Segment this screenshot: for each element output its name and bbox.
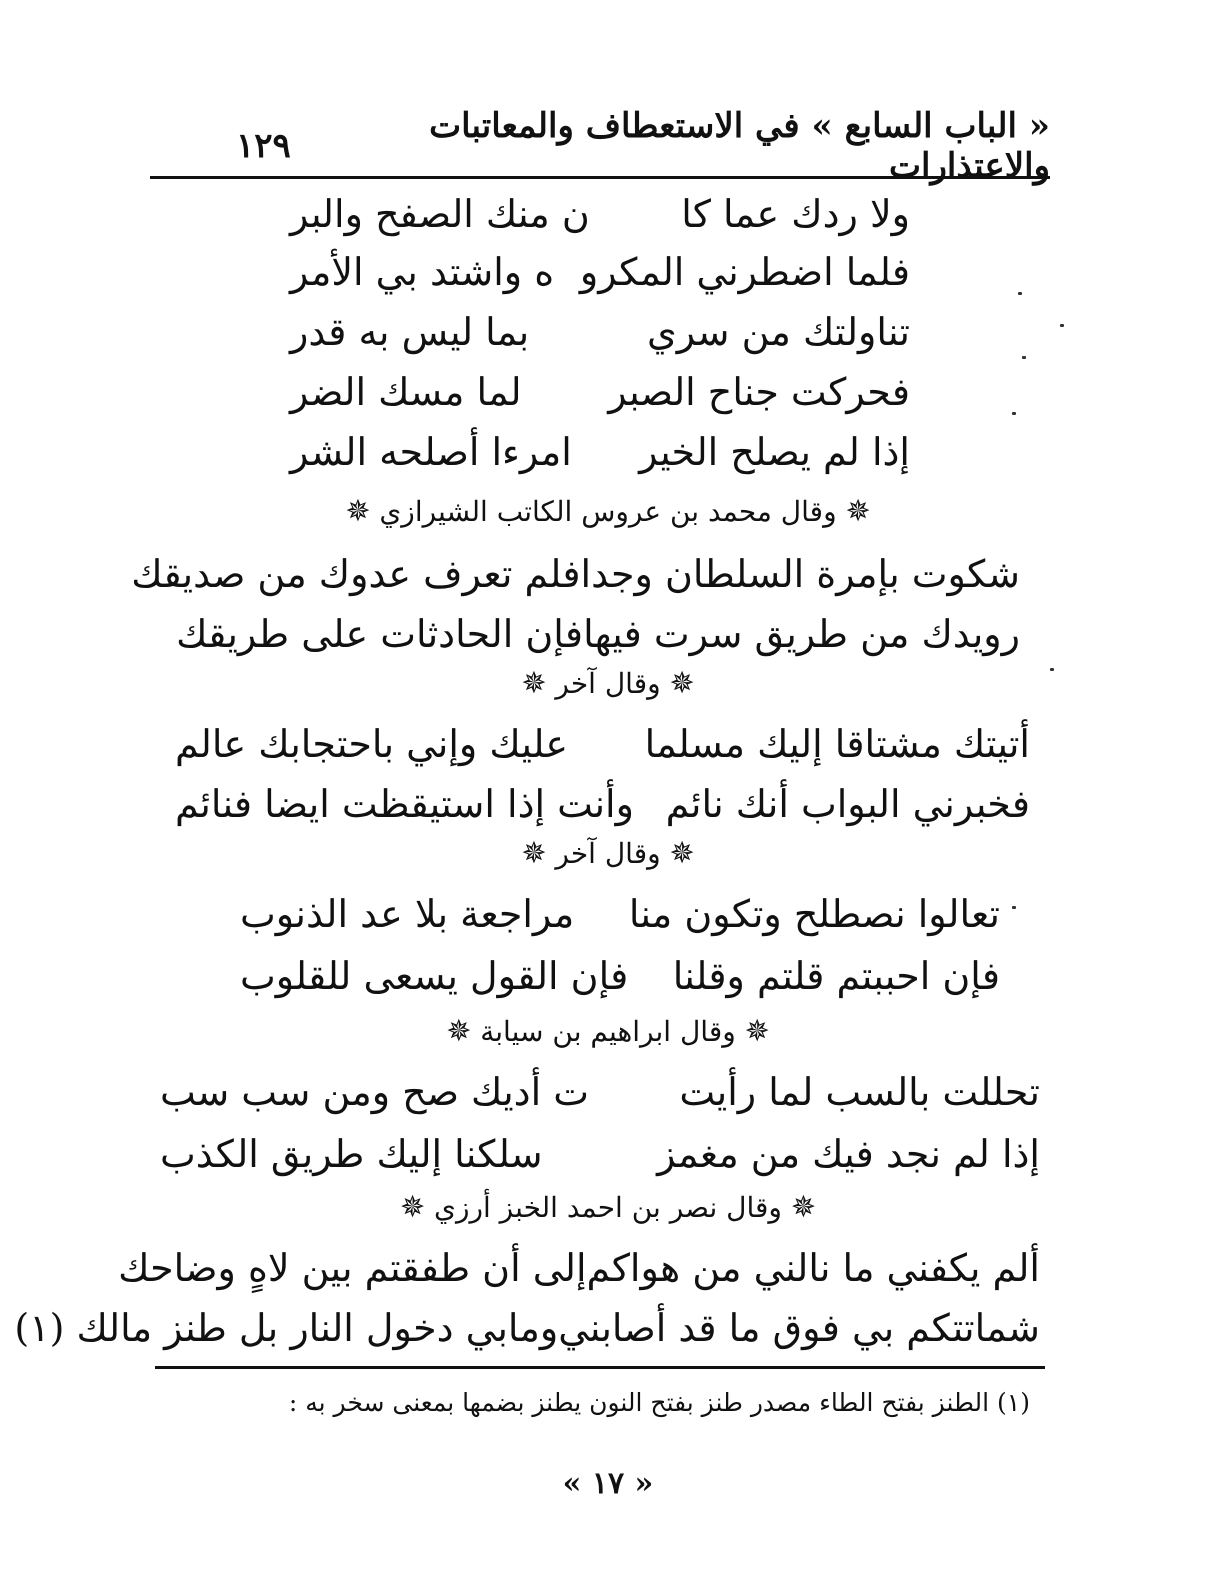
hemistich-second: ت أديك صح ومن سب سب <box>160 1070 589 1114</box>
scan-speck <box>1022 356 1026 359</box>
ornament-icon: ✵ <box>790 1190 816 1225</box>
hemistich-second: إلى أن طفقتم بين لاهٍ وضاحك <box>118 1246 587 1290</box>
ornament-icon: ✵ <box>521 836 547 871</box>
page-number-bottom: « ١٧ » <box>562 1466 654 1501</box>
verse-line <box>240 946 1000 1006</box>
verse-line <box>290 364 910 420</box>
verse-line <box>175 774 1030 834</box>
verse-line <box>175 714 1030 774</box>
scan-speck <box>1060 324 1064 327</box>
scan-speck <box>1050 668 1054 671</box>
verse-line <box>290 304 910 360</box>
hemistich-first: إذا لم يصلح الخير <box>639 430 910 474</box>
verse-line <box>290 244 910 300</box>
verse-line <box>290 424 910 480</box>
ornament-icon: ✵ <box>399 1190 426 1225</box>
ornament-icon: ✵ <box>521 666 547 701</box>
hemistich-first: تحللت بالسب لما رأيت <box>679 1070 1040 1114</box>
page-number-top: ١٢٩ <box>236 126 291 166</box>
poem-heading <box>0 836 1216 871</box>
hemistich-first: فخبرني البواب أنك نائم <box>665 782 1030 826</box>
verse-line <box>131 544 1020 604</box>
ornament-icon: ✵ <box>744 1014 770 1049</box>
running-header <box>150 106 1050 186</box>
hemistich-second: فإن الحادثات على طريقك <box>176 612 584 656</box>
verse-line <box>290 186 910 242</box>
hemistich-second: وأنت إذا استيقظت ايضا فنائم <box>175 782 634 826</box>
verse-line <box>160 1062 1040 1122</box>
hemistich-first: إذا لم نجد فيك من مغمز <box>657 1132 1040 1176</box>
footnote: (١) الطنز بفتح الطاء مصدر طنز بفتح النون يطنز بضمها بمعنى سخر به : <box>288 1388 1030 1417</box>
hemistich-second: ن منك الصفح والبر <box>290 192 590 236</box>
poem-heading <box>0 1190 1216 1225</box>
poem-heading <box>0 666 1216 701</box>
scan-speck <box>1018 292 1022 295</box>
hemistich-second: فإن القول يسعى للقلوب <box>240 954 629 998</box>
hemistich-first: رويدك من طريق سرت فيها <box>583 612 1020 656</box>
scan-speck <box>1012 906 1016 909</box>
hemistich-second: عليك وإني باحتجابك عالم <box>175 722 569 766</box>
ornament-icon: ✵ <box>345 494 371 529</box>
hemistich-second: امرءا أصلحه الشر <box>290 430 572 474</box>
hemistich-first: ولا ردك عما كا <box>681 192 910 236</box>
verse-line <box>14 1298 1040 1358</box>
verse-line <box>240 884 1000 944</box>
scan-speck <box>1012 412 1016 415</box>
hemistich-first: تناولتك من سري <box>646 310 910 354</box>
hemistich-first: تعالوا نصطلح وتكون منا <box>628 892 1000 936</box>
poem-heading-text: وقال آخر <box>555 837 661 870</box>
hemistich-first: أتيتك مشتاقا إليك مسلما <box>644 722 1030 766</box>
verse-line <box>160 1124 1040 1184</box>
header-rule <box>150 176 1050 179</box>
hemistich-second: بما ليس به قدر <box>290 310 530 354</box>
poem-heading <box>0 494 1216 529</box>
poem-heading-text: وقال ابراهيم بن سيابة <box>480 1015 736 1048</box>
poem-heading-text: وقال آخر <box>555 667 661 700</box>
ornament-icon: ✵ <box>446 1014 472 1049</box>
ornament-icon: ✵ <box>669 666 695 701</box>
ornament-icon: ✵ <box>669 836 695 871</box>
hemistich-second: مراجعة بلا عد الذنوب <box>240 892 575 936</box>
hemistich-first: شماتتكم بي فوق ما قد أصابني <box>558 1306 1040 1350</box>
chapter-title: « الباب السابع » في الاستعطاف والمعاتبات والاعتذارات <box>429 106 1050 186</box>
hemistich-first: فلما اضطرني المكرو <box>579 250 910 294</box>
hemistich-second: لما مسك الضر <box>290 370 522 414</box>
hemistich-first: فإن احببتم قلتم وقلنا <box>672 954 1000 998</box>
hemistich-second: سلكنا إليك طريق الكذب <box>160 1132 543 1176</box>
poem-heading-text: وقال نصر بن احمد الخبز أرزي <box>434 1191 782 1224</box>
hemistich-first: فحركت جناح الصبر <box>608 370 910 414</box>
hemistich-second: ومابي دخول النار بل طنز مالك (١) <box>14 1306 559 1350</box>
ornament-icon: ✵ <box>845 494 871 529</box>
hemistich-second: ه واشتد بي الأمر <box>290 250 555 294</box>
verse-line <box>176 604 1020 664</box>
hemistich-first: ألم يكفني ما نالني من هواكم <box>586 1246 1040 1290</box>
hemistich-second: فلم تعرف عدوك من صديقك <box>131 552 581 596</box>
poem-heading-text: وقال محمد بن عروس الكاتب الشيرازي <box>379 495 837 528</box>
hemistich-first: شكوت بإمرة السلطان وجدا <box>580 552 1020 596</box>
poem-heading <box>0 1014 1216 1049</box>
verse-line <box>118 1238 1040 1298</box>
footnote-rule <box>155 1366 1045 1369</box>
